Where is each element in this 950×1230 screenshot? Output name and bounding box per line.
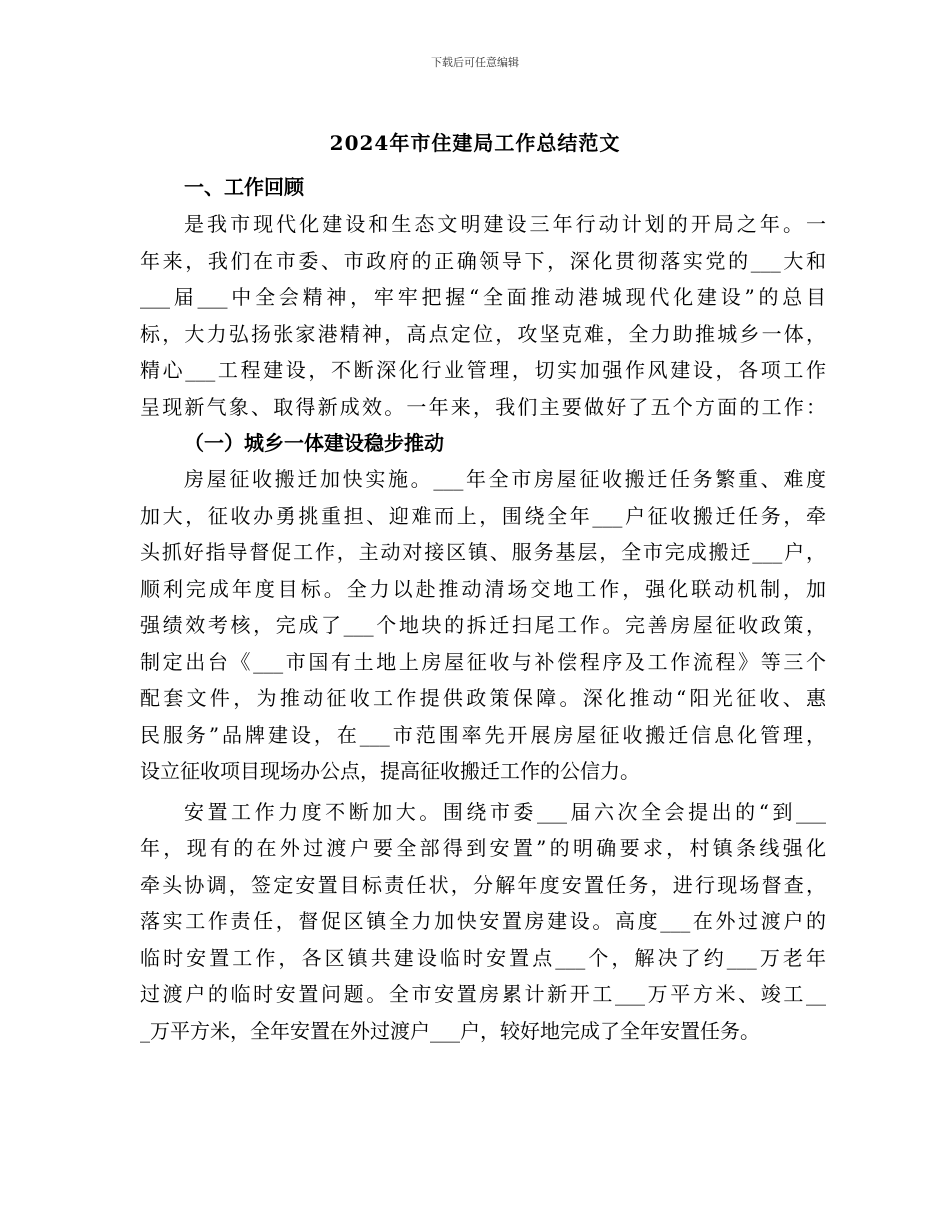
text-line: 配套文件，为推动征收工作提供政策保障。深化推动“阳光征收、惠 [140, 686, 826, 710]
text-line: 精心___工程建设，不断深化行业管理，切实加强作风建设，各项工作 [140, 358, 826, 382]
text-line: 头抓好指导督促工作，主动对接区镇、服务基层，全市完成搬迁___户， [140, 540, 826, 564]
paragraph-house-expropriation [140, 461, 826, 790]
text-line: 落实工作责任，督促区镇全力加快安置房建设。高度___在外过渡户的 [140, 909, 826, 933]
text-line: 年，现有的在外过渡户要全部得到安置”的明确要求，村镇条线强化 [140, 836, 826, 860]
text-line: 强绩效考核，完成了___个地块的拆迁扫尾工作。完善房屋征收政策， [140, 613, 826, 637]
text-line: 牵头协调，签定安置目标责任状，分解年度安置任务，进行现场督查， [140, 872, 826, 897]
text-line: 设立征收项目现场办公点，提高征收搬迁工作的公信力。 [140, 759, 640, 783]
document-title: 2024年市住建局工作总结范文 [329, 131, 621, 155]
paragraph-resettlement [140, 794, 826, 1050]
text-line: 标，大力弘扬张家港精神，高点定位，攻坚克难，全力助推城乡一体， [140, 321, 826, 346]
document-body [140, 168, 826, 1049]
text-line: 加大，征收办勇挑重担、迎难而上，围绕全年___户征收搬迁任务，牵 [140, 503, 826, 528]
text-line: 是我市现代化建设和生态文明建设三年行动计划的开局之年。一 [184, 212, 826, 236]
text-line: 临时安置工作，各区镇共建设临时安置点___个，解决了约___万老年 [140, 945, 826, 970]
text-line: 制定出台《___市国有土地上房屋征收与补偿程序及工作流程》等三个 [140, 649, 826, 674]
page-header-note: 下载后可任意编辑 [431, 56, 519, 69]
section-heading: 一、工作回顾 [184, 175, 304, 199]
text-line: 安置工作力度不断加大。围绕市委___届六次全会提出的“到___ [184, 799, 826, 824]
text-line: 年来，我们在市委、市政府的正确领导下，深化贯彻落实党的___大和 [140, 248, 826, 273]
text-line: 呈现新气象、取得新成效。一年来，我们主要做好了五个方面的工作： [140, 394, 826, 419]
text-line: 民服务”品牌建设，在___市范围率先开展房屋征收搬迁信息化管理， [140, 722, 826, 747]
text-line: 过渡户的临时安置问题。全市安置房累计新开工___万平方米、竣工__ [140, 982, 826, 1006]
text-line: _万平方米，全年安置在外过渡户___户，较好地完成了全年安置任务。 [140, 1018, 760, 1043]
paragraph-work-review [140, 206, 826, 425]
subsection-heading: （一）城乡一体建设稳步推动 [184, 431, 444, 455]
text-line: 房屋征收搬迁加快实施。___年全市房屋征收搬迁任务繁重、难度 [184, 467, 826, 491]
text-line: 顺利完成年度目标。全力以赴推动清场交地工作，强化联动机制，加 [140, 576, 826, 601]
text-line: ___届___中全会精神，牢牢把握“全面推动港城现代化建设”的总目 [140, 285, 826, 309]
